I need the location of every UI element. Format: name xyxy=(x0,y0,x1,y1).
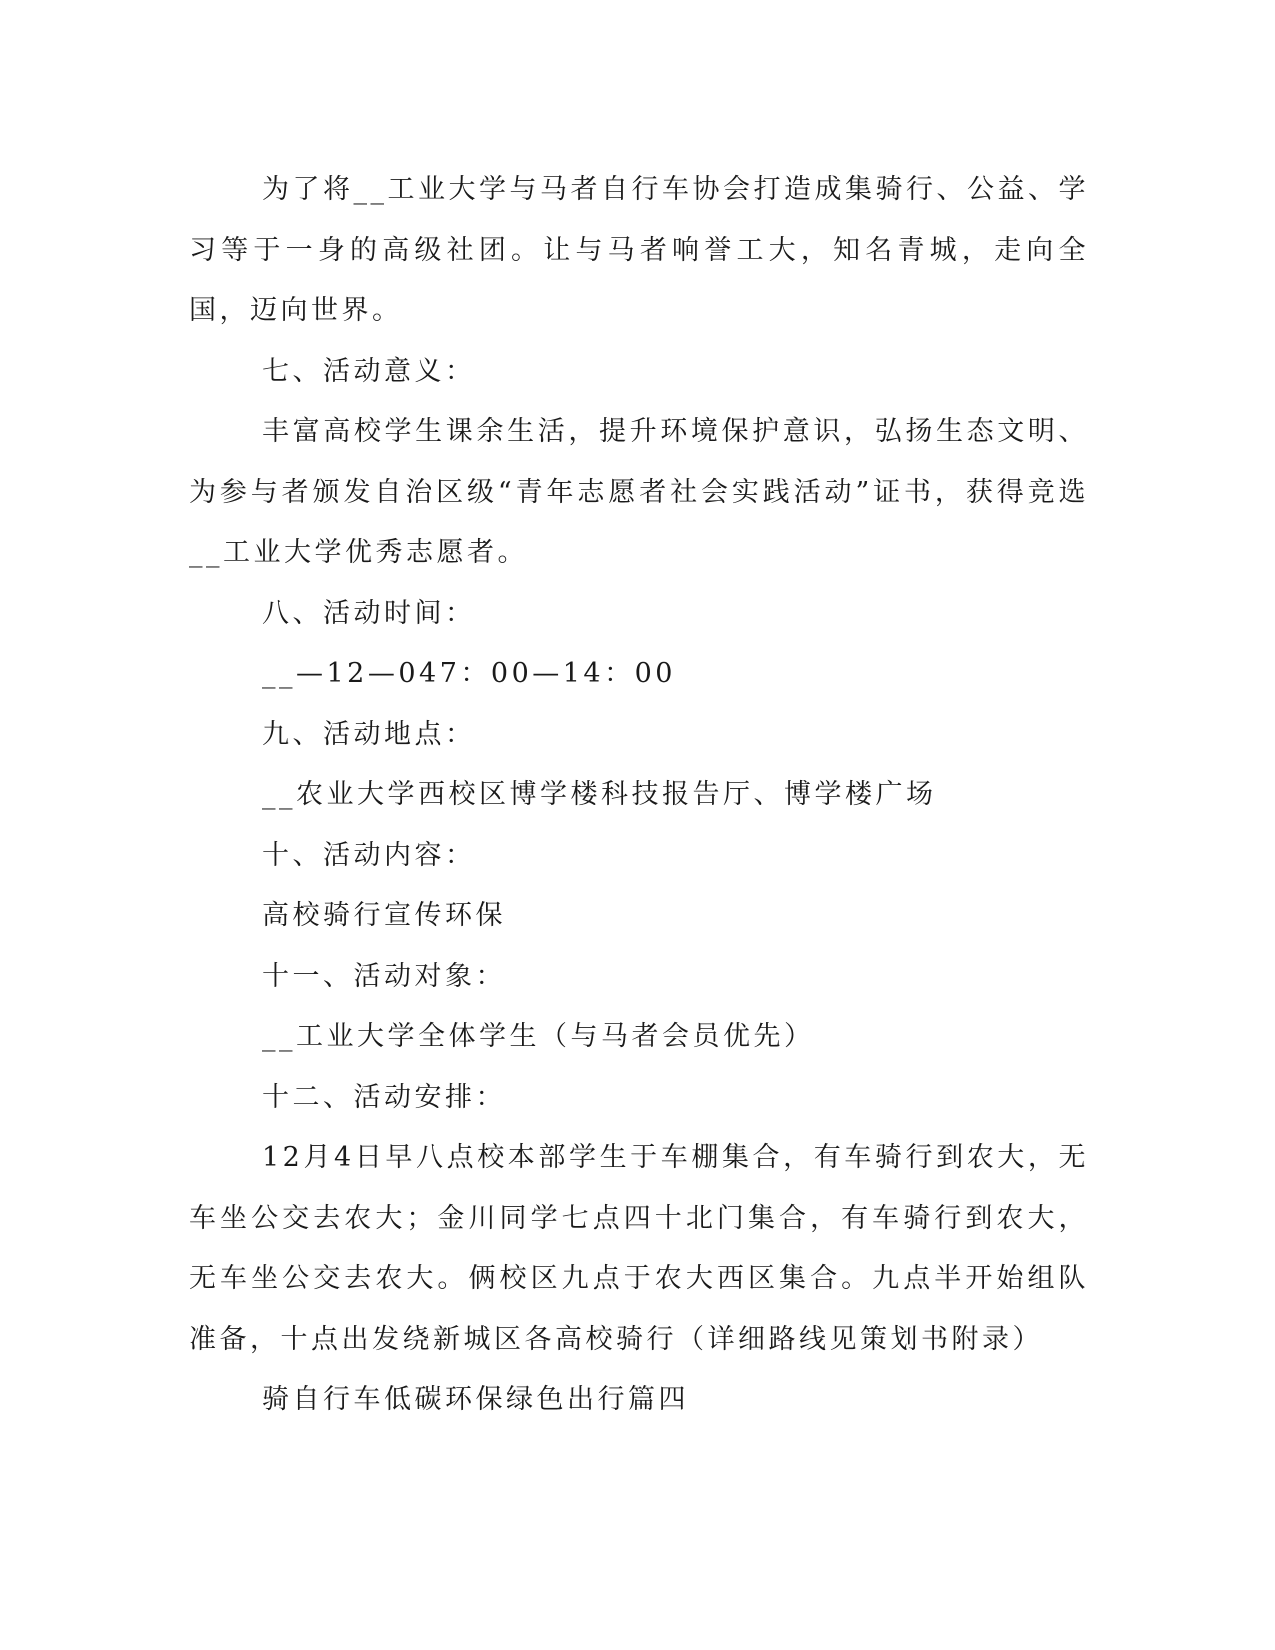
document-body xyxy=(189,160,1089,1431)
paragraph-activity-location: __农业大学西校区博学楼科技报告厅、博学楼广场 xyxy=(262,779,937,810)
paragraph-activity-time: __—12—047：00—14：00 xyxy=(262,658,676,689)
heading-activity-target: 十一、活动对象： xyxy=(262,960,506,992)
paragraph-activity-target: __工业大学全体学生（与马者会员优先） xyxy=(262,1021,815,1052)
heading-activity-schedule: 十二、活动安排： xyxy=(262,1081,506,1113)
heading-activity-content: 十、活动内容： xyxy=(262,839,476,871)
paragraph-activity-content: 高校骑行宣传环保 xyxy=(262,900,506,931)
paragraph-activity-significance: 丰富高校学生课余生活，提升环境保护意识，弘扬生态文明、为参与者颁发自治区级“青年志愿者社会实践活动”证书，获得竞选__工业大学优秀志愿者。 xyxy=(189,416,1089,568)
paragraph-intro: 为了将__工业大学与马者自行车协会打造成集骑行、公益、学习等于一身的高级社团。让与马者响誉工大，知名青城，走向全国，迈向世界。 xyxy=(189,174,1089,326)
heading-activity-significance: 七、活动意义： xyxy=(262,355,476,387)
heading-activity-time: 八、活动时间： xyxy=(262,597,476,629)
heading-activity-location: 九、活动地点： xyxy=(262,718,476,750)
paragraph-activity-schedule: 12月4日早八点校本部学生于车棚集合，有车骑行到农大，无车坐公交去农大；金川同学七点四十北门集合，有车骑行到农大，无车坐公交去农大。俩校区九点于农大西区集合。九点半开始组队准备，十点出发绕新城区各高校骑行（详细路线见策划书附录） xyxy=(189,1142,1089,1355)
section-title-part-four: 骑自行车低碳环保绿色出行篇四 xyxy=(262,1384,689,1415)
